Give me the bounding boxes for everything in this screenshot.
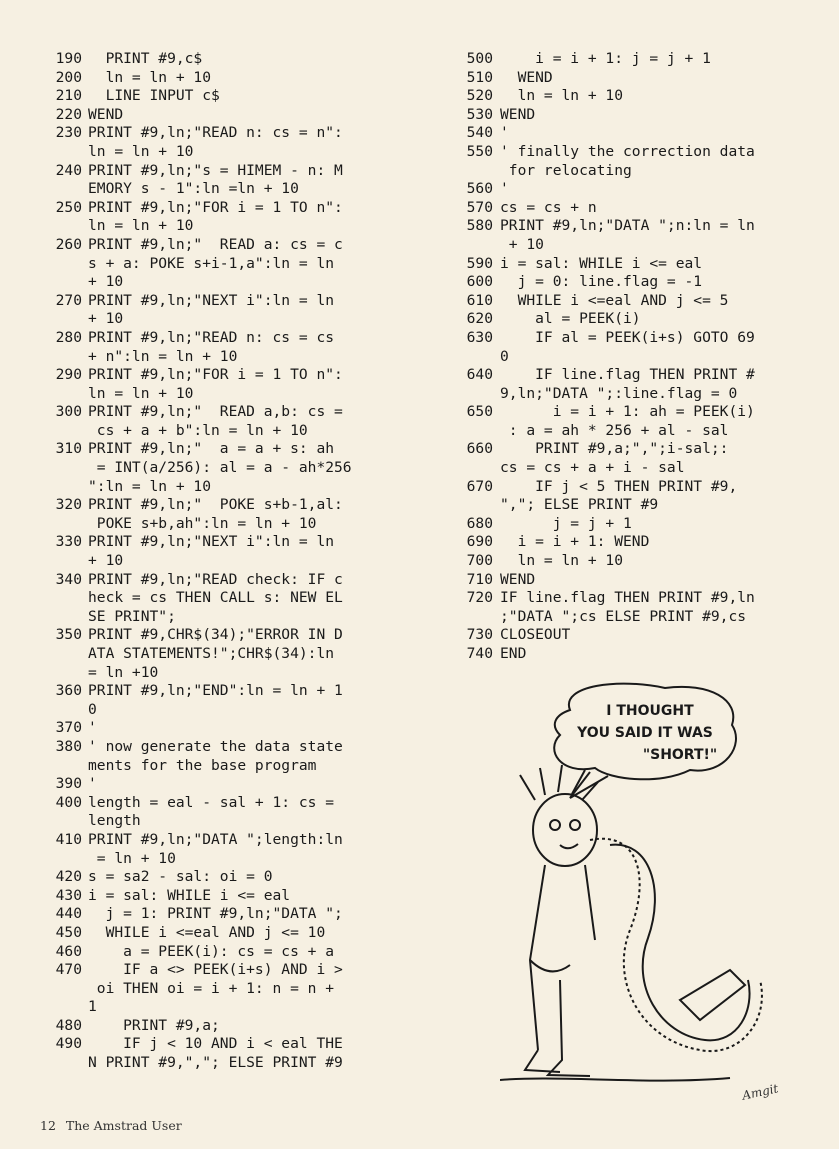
code-line [455, 440, 835, 459]
line-number: 610 [466, 291, 493, 309]
printout-paper [590, 839, 762, 1051]
code-line [40, 552, 445, 571]
code-line [40, 645, 445, 664]
line-number: 200 [55, 68, 82, 86]
code-line [40, 1017, 445, 1036]
code-text: ":ln = ln + 10 [88, 477, 212, 495]
code-text: ments for the base program [88, 756, 317, 774]
code-line [455, 496, 835, 515]
code-line [455, 273, 835, 292]
code-text: + 10 [88, 273, 124, 291]
code-text: PRINT #9,ln;"DATA ";n:ln = ln [500, 217, 755, 235]
code-line [40, 422, 445, 441]
line-number: 430 [55, 886, 82, 904]
code-line [40, 292, 445, 311]
line-number: 720 [466, 589, 493, 607]
line-number: 680 [466, 514, 493, 532]
code-line [455, 143, 835, 162]
code-text: IF line.flag THEN PRINT #9,ln [500, 589, 755, 607]
code-text: END [500, 645, 527, 662]
code-line [40, 69, 445, 88]
code-text: i = sal: WHILE i <= eal [88, 886, 291, 904]
code-line [40, 608, 445, 627]
code-line [40, 366, 445, 385]
code-text: + 10 [88, 552, 124, 570]
line-number: 730 [466, 626, 493, 644]
code-line [40, 124, 445, 143]
code-line [455, 236, 835, 255]
code-text: cs = cs + n [500, 198, 597, 216]
code-line [40, 664, 445, 683]
code-text: cs + a + b":ln = ln + 10 [88, 421, 308, 439]
code-text: PRINT #9,a; [88, 1016, 220, 1034]
line-number: 320 [55, 496, 82, 514]
line-number: 690 [466, 533, 493, 551]
code-line [40, 273, 445, 292]
code-text: : a = ah * 256 + al - sal [500, 421, 729, 439]
code-line [455, 162, 835, 181]
line-number: 670 [466, 477, 493, 495]
line-number: 210 [55, 87, 82, 105]
code-text: PRINT #9,ln;" POKE s+b-1,al: [88, 496, 343, 514]
line-number: 700 [466, 552, 493, 570]
code-line [455, 626, 835, 645]
code-text: i = i + 1: WEND [500, 533, 650, 551]
code-line [40, 496, 445, 515]
line-number: 290 [55, 366, 82, 384]
magazine-name: The Amstrad User [65, 1118, 182, 1133]
line-number: 340 [55, 570, 82, 588]
line-number: 310 [55, 440, 82, 458]
line-number: 410 [55, 830, 82, 848]
line-number: 480 [55, 1016, 82, 1034]
code-line [455, 459, 835, 478]
line-number: 600 [466, 273, 493, 291]
code-line [40, 515, 445, 534]
line-number: 630 [466, 328, 493, 346]
code-text: a = PEEK(i): cs = cs + a [88, 942, 335, 960]
code-text: IF j < 10 AND i < eal THE [88, 1035, 343, 1053]
code-text: EMORY s - 1":ln =ln + 10 [88, 180, 299, 198]
code-line [40, 403, 445, 422]
code-line [40, 682, 445, 701]
character-head [533, 794, 597, 866]
code-text: ln = ln + 10 [500, 552, 624, 570]
code-text: j = 1: PRINT #9,ln;"DATA "; [88, 905, 343, 923]
line-number: 740 [466, 645, 493, 662]
line-number: 230 [55, 124, 82, 142]
code-text: ' [500, 180, 509, 198]
code-line [40, 440, 445, 459]
code-line [40, 87, 445, 106]
code-line [40, 385, 445, 404]
code-text: PRINT #9,ln;"NEXT i":ln = ln [88, 533, 335, 551]
cartoon-illustration [500, 680, 800, 1103]
code-text: i = sal: WHILE i <= eal [500, 254, 703, 272]
line-number: 710 [466, 570, 493, 588]
code-text: SE PRINT"; [88, 607, 176, 625]
code-text: s + a: POKE s+i-1,a":ln = ln [88, 254, 335, 272]
code-text: length = eal - sal + 1: cs = [88, 793, 335, 811]
line-number: 570 [466, 198, 493, 216]
code-line [40, 850, 445, 869]
code-text: WHILE i <=eal AND j <= 5 [500, 291, 729, 309]
code-line [455, 199, 835, 218]
code-line [40, 943, 445, 962]
code-line [455, 329, 835, 348]
code-text: PRINT #9,ln;"s = HIMEM - n: M [88, 161, 343, 179]
code-text: ' [500, 124, 509, 142]
code-line [455, 310, 835, 329]
code-line [455, 50, 835, 69]
code-line [40, 106, 445, 125]
code-line [40, 905, 445, 924]
code-line [40, 812, 445, 831]
line-number: 520 [466, 87, 493, 105]
code-text: IF j < 5 THEN PRINT #9, [500, 477, 738, 495]
code-text: PRINT #9,ln;"END":ln = ln + 1 [88, 682, 343, 700]
line-number: 660 [466, 440, 493, 458]
code-text: PRINT #9,ln;" READ a,b: cs = [88, 403, 343, 421]
code-line [40, 794, 445, 813]
code-text: cs = cs + a + i - sal [500, 459, 685, 477]
code-text: PRINT #9,a;",";i-sal;: [500, 440, 729, 458]
line-number: 400 [55, 793, 82, 811]
line-number: 250 [55, 198, 82, 216]
line-number: 300 [55, 403, 82, 421]
code-line [40, 868, 445, 887]
code-line [455, 589, 835, 608]
code-line [40, 887, 445, 906]
line-number: 640 [466, 366, 493, 384]
code-line [455, 124, 835, 143]
code-line [40, 626, 445, 645]
code-text: PRINT #9,ln;" a = a + s: ah [88, 440, 335, 458]
code-line [40, 255, 445, 274]
listing-column-right [455, 50, 835, 664]
line-number: 440 [55, 905, 82, 923]
code-line [40, 775, 445, 794]
code-line [455, 478, 835, 497]
code-text: ln = ln + 10 [88, 217, 194, 235]
code-line [455, 645, 835, 664]
line-number: 590 [466, 254, 493, 272]
code-text: WEND [88, 105, 124, 123]
code-text: 0 [500, 347, 509, 365]
code-text: LINE INPUT c$ [88, 87, 220, 105]
code-text: = ln +10 [88, 663, 159, 681]
listing-column-left [40, 50, 445, 1073]
speech-line-3: "SHORT!" [642, 747, 718, 763]
code-line [455, 217, 835, 236]
code-line [40, 348, 445, 367]
code-text: WHILE i <=eal AND j <= 10 [88, 923, 326, 941]
code-text: POKE s+b,ah":ln = ln + 10 [88, 514, 317, 532]
code-line [40, 831, 445, 850]
code-text: 0 [88, 700, 97, 718]
line-number: 490 [55, 1035, 82, 1053]
code-line [455, 255, 835, 274]
line-number: 380 [55, 737, 82, 755]
code-text: ' [88, 719, 97, 737]
code-line [40, 961, 445, 980]
code-line [40, 236, 445, 255]
code-text: PRINT #9,ln;"DATA ";length:ln [88, 830, 343, 848]
code-text: al = PEEK(i) [500, 310, 641, 328]
code-text: PRINT #9,ln;"READ n: cs = cs [88, 328, 335, 346]
speech-line-1: I THOUGHT [606, 703, 694, 719]
line-number: 330 [55, 533, 82, 551]
code-text: s = sa2 - sal: oi = 0 [88, 868, 273, 886]
code-line [40, 217, 445, 236]
character-body [530, 865, 595, 1050]
code-line [40, 310, 445, 329]
code-text: + 10 [88, 310, 124, 328]
code-text: PRINT #9,ln;" READ a: cs = c [88, 235, 343, 253]
code-text: ln = ln + 10 [500, 87, 624, 105]
code-line [455, 385, 835, 404]
code-text: WEND [500, 105, 536, 123]
code-text: ' [88, 775, 97, 793]
line-number: 350 [55, 626, 82, 644]
code-line [455, 87, 835, 106]
code-text: + 10 [500, 235, 544, 253]
code-line [40, 924, 445, 943]
code-text: ;"DATA ";cs ELSE PRINT #9,cs [500, 607, 747, 625]
code-text: PRINT #9,ln;"FOR i = 1 TO n": [88, 366, 343, 384]
code-text: CLOSEOUT [500, 626, 571, 644]
code-text: i = i + 1: j = j + 1 [500, 50, 711, 67]
code-line [40, 329, 445, 348]
line-number: 270 [55, 291, 82, 309]
code-line [40, 143, 445, 162]
code-text: ln = ln + 10 [88, 68, 212, 86]
code-line [455, 180, 835, 199]
line-number: 420 [55, 868, 82, 886]
code-line [40, 199, 445, 218]
line-number: 500 [466, 50, 493, 67]
line-number: 620 [466, 310, 493, 328]
code-text: PRINT #9,ln;"FOR i = 1 TO n": [88, 198, 343, 216]
line-number: 470 [55, 961, 82, 979]
code-text: ' finally the correction data [500, 142, 755, 160]
line-number: 530 [466, 105, 493, 123]
line-number: 390 [55, 775, 82, 793]
code-line [40, 738, 445, 757]
page-footer [40, 1118, 182, 1133]
code-text: IF a <> PEEK(i+s) AND i > [88, 961, 343, 979]
code-text: ' now generate the data state [88, 737, 343, 755]
code-text: N PRINT #9,","; ELSE PRINT #9 [88, 1054, 343, 1072]
code-line [455, 348, 835, 367]
code-text: PRINT #9,ln;"READ n: cs = n": [88, 124, 343, 142]
code-text: heck = cs THEN CALL s: NEW EL [88, 589, 343, 607]
line-number: 580 [466, 217, 493, 235]
line-number: 220 [55, 105, 82, 123]
code-line [40, 1035, 445, 1054]
code-line [40, 998, 445, 1017]
code-text: i = i + 1: ah = PEEK(i) [500, 403, 755, 421]
code-line [40, 1054, 445, 1073]
code-line [40, 701, 445, 720]
code-line [40, 50, 445, 69]
code-line [40, 478, 445, 497]
code-text: ","; ELSE PRINT #9 [500, 496, 659, 514]
code-line [40, 980, 445, 999]
code-text: = INT(a/256): al = a - ah*256 [88, 459, 352, 477]
code-text: oi THEN oi = i + 1: n = n + [88, 979, 335, 997]
code-line [40, 589, 445, 608]
line-number: 560 [466, 180, 493, 198]
code-text: PRINT #9,c$ [88, 50, 203, 67]
line-number: 540 [466, 124, 493, 142]
code-line [455, 403, 835, 422]
code-line [40, 162, 445, 181]
code-text: length [88, 812, 141, 830]
line-number: 190 [55, 50, 82, 67]
page-number: 12 [40, 1118, 56, 1133]
code-line [455, 422, 835, 441]
line-number: 550 [466, 142, 493, 160]
code-line [455, 292, 835, 311]
code-line [455, 515, 835, 534]
line-number: 280 [55, 328, 82, 346]
code-line [455, 366, 835, 385]
code-line [40, 719, 445, 738]
code-text: IF al = PEEK(i+s) GOTO 69 [500, 328, 755, 346]
line-number: 460 [55, 942, 82, 960]
code-text: for relocating [500, 161, 632, 179]
code-text: PRINT #9,ln;"NEXT i":ln = ln [88, 291, 335, 309]
code-text: 1 [88, 998, 97, 1016]
code-line [40, 757, 445, 776]
line-number: 260 [55, 235, 82, 253]
code-text: WEND [500, 570, 536, 588]
code-text: WEND [500, 68, 553, 86]
code-text: + n":ln = ln + 10 [88, 347, 238, 365]
line-number: 240 [55, 161, 82, 179]
code-text: 9,ln;"DATA ";:line.flag = 0 [500, 384, 738, 402]
line-number: 510 [466, 68, 493, 86]
code-line [455, 571, 835, 590]
code-line [455, 69, 835, 88]
line-number: 650 [466, 403, 493, 421]
artist-signature: Amgit [740, 1081, 780, 1103]
speech-line-2: YOU SAID IT WAS [577, 725, 713, 741]
code-line [455, 552, 835, 571]
code-line [455, 106, 835, 125]
code-text: PRINT #9,ln;"READ check: IF c [88, 570, 343, 588]
code-text: IF line.flag THEN PRINT # [500, 366, 755, 384]
code-text: ln = ln + 10 [88, 142, 194, 160]
line-number: 450 [55, 923, 82, 941]
code-line [40, 571, 445, 590]
code-text: = ln + 10 [88, 849, 176, 867]
line-number: 360 [55, 682, 82, 700]
code-text: ATA STATEMENTS!";CHR$(34):ln [88, 645, 335, 662]
line-number: 370 [55, 719, 82, 737]
code-line [40, 180, 445, 199]
code-line [40, 459, 445, 478]
code-text: PRINT #9,CHR$(34);"ERROR IN D [88, 626, 343, 644]
code-line [455, 533, 835, 552]
code-line [40, 533, 445, 552]
code-text: j = j + 1 [500, 514, 632, 532]
code-text: j = 0: line.flag = -1 [500, 273, 703, 291]
code-text: ln = ln + 10 [88, 384, 194, 402]
code-line [455, 608, 835, 627]
